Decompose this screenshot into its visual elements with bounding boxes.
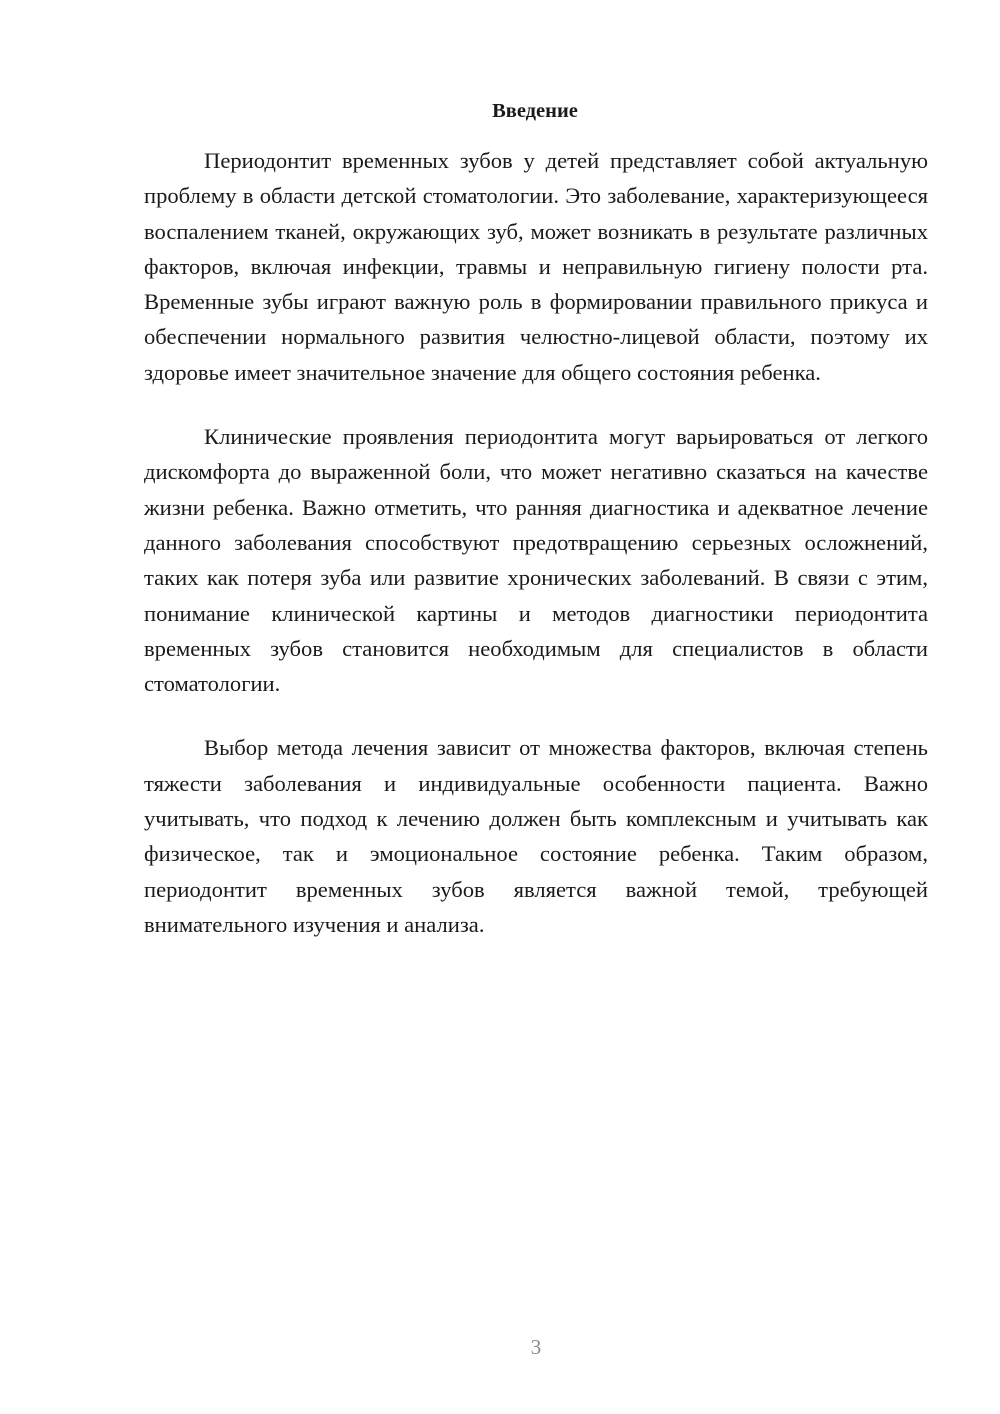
- paragraph-3: Выбор метода лечения зависит от множества факторов, включая степень тяжести заболевания и индивидуальные особенности пациента. Важно учитывать, что подход к лечению должен быть комплексным и учитывать как физическое, так и эмоциональное состояние ребенка. Таким образом, периодонтит временных зубов является важной темой, требующей внимательного изучения и анализа.: [144, 735, 928, 937]
- section-heading: Введение: [492, 100, 578, 122]
- paragraph-2: Клинические проявления периодонтита могут варьироваться от легкого дискомфорта до выраженной боли, что может негативно сказаться на качестве жизни ребенка. Важно отметить, что ранняя диагностика и адекватное лечение данного заболевания способствуют предотвращению серьезных осложнений, таких как потеря зуба или развитие хронических заболеваний. В связи с этим, понимание клинической картины и методов диагностики периодонтита временных зубов становится необходимым для специалистов в области стоматологии.: [144, 424, 928, 697]
- paragraph-1: Периодонтит временных зубов у детей представляет собой актуальную проблему в области детской стоматологии. Это заболевание, характеризующееся воспалением тканей, окружающих зуб, может возникать в результате различных факторов, включая инфекции, травмы и неправильную гигиену полости рта. Временные зубы играют важную роль в формировании правильного прикуса и обеспечении нормального развития челюстно-лицевой области, поэтому их здоровье имеет значительное значение для общего состояния ребенка.: [144, 148, 928, 385]
- body-text: [144, 143, 928, 971]
- page-number: 3: [530, 1335, 542, 1359]
